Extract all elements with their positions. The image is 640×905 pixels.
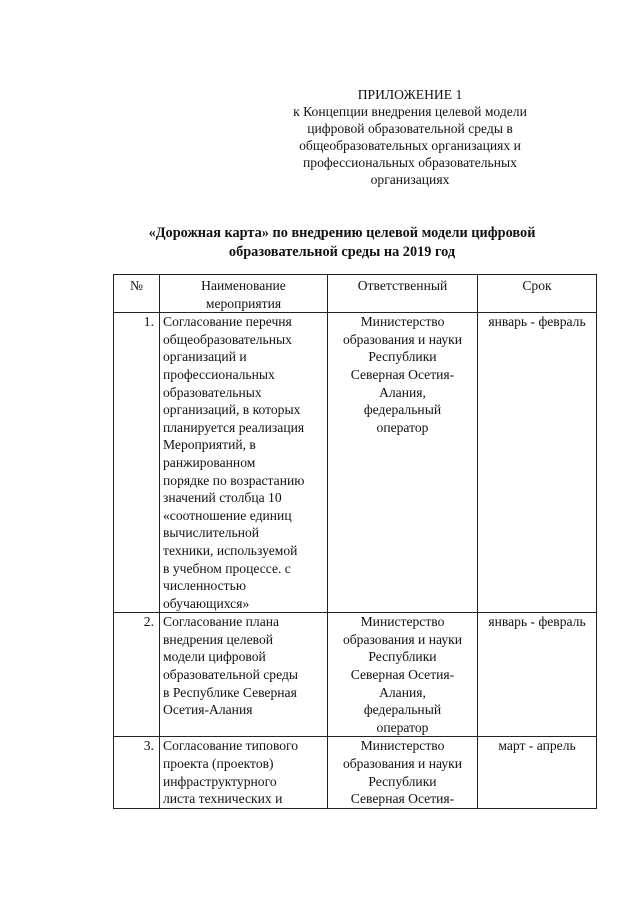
cell-number: 2.: [114, 613, 160, 737]
cell-line: внедрения целевой: [163, 631, 274, 647]
roadmap-table: [113, 274, 597, 809]
cell-term: январь - февраль: [478, 613, 597, 737]
cell-term: январь - февраль: [478, 313, 597, 613]
cell-line: Республики: [368, 649, 437, 665]
annex-line: профессиональных образовательных: [303, 155, 517, 170]
cell-line: образования и науки: [342, 756, 463, 772]
cell-line: листа технических и: [163, 791, 283, 807]
cell-line: Республики: [368, 773, 437, 789]
cell-event-name: [160, 313, 328, 613]
cell-responsible: [328, 737, 478, 808]
cell-line: вычислительной: [163, 525, 260, 541]
table-body: [114, 313, 597, 809]
header-name-line: Наименование: [201, 278, 286, 293]
header-name: [160, 275, 328, 313]
cell-line: организаций и: [163, 349, 247, 365]
cell-line: Северная Осетия-: [350, 791, 455, 807]
cell-line: общеобразовательных: [163, 331, 292, 347]
cell-line: оператор: [376, 719, 429, 735]
cell-line: образования и науки: [342, 631, 463, 647]
cell-line: проекта (проектов): [163, 756, 274, 772]
table-row: [114, 737, 597, 808]
cell-line: Мероприятий, в: [163, 437, 256, 453]
annex-line: цифровой образовательной среды в: [307, 121, 513, 136]
cell-line: организаций, в которых: [163, 402, 301, 418]
cell-line: федеральный: [363, 402, 442, 418]
cell-line: Северная Осетия-: [350, 667, 455, 683]
annex-line: общеобразовательных организациях и: [299, 138, 521, 153]
table-row: [114, 613, 597, 737]
cell-line: Министерство: [360, 738, 445, 754]
cell-responsible: [328, 313, 478, 613]
cell-line: значений столбца 10: [163, 490, 282, 506]
cell-line: инфраструктурного: [163, 773, 277, 789]
cell-term: март - апрель: [478, 737, 597, 808]
cell-line: численностью: [163, 578, 246, 594]
cell-line: образования и науки: [342, 331, 463, 347]
header-name-line: мероприятия: [205, 295, 282, 311]
cell-line: Алания,: [379, 384, 426, 400]
cell-line: Согласование плана: [163, 614, 280, 630]
cell-line: «соотношение единиц: [163, 507, 292, 523]
annex-line: к Концепции внедрения целевой модели: [293, 104, 527, 119]
cell-line: в Республике Северная: [163, 684, 297, 700]
cell-line: порядке по возрастанию: [163, 472, 305, 488]
cell-line: Министерство: [360, 614, 445, 630]
cell-line: обучающихся»: [163, 595, 250, 611]
cell-event-name: [160, 737, 328, 808]
cell-responsible: [328, 613, 478, 737]
cell-number: 1.: [114, 313, 160, 613]
title-line: «Дорожная карта» по внедрению целевой модели цифровой: [148, 225, 536, 241]
header-responsible: Ответственный: [328, 275, 478, 313]
cell-line: Северная Осетия-: [350, 366, 455, 382]
cell-line: профессиональных: [163, 366, 275, 382]
cell-line: Министерство: [360, 314, 445, 330]
cell-line: Алания,: [379, 684, 426, 700]
annex-header: [265, 86, 555, 188]
cell-event-name: [160, 613, 328, 737]
table-row: [114, 313, 597, 613]
cell-line: оператор: [376, 419, 429, 435]
title-line: образовательной среды на 2019 год: [228, 244, 456, 260]
annex-line: организациях: [370, 172, 450, 187]
cell-line: Осетия-Алания: [163, 702, 253, 718]
cell-line: планируется реализация: [163, 419, 305, 435]
cell-line: Согласование перечня: [163, 314, 292, 330]
cell-line: ранжированном: [163, 454, 256, 470]
cell-line: образовательной среды: [163, 667, 298, 683]
cell-line: образовательных: [163, 384, 262, 400]
header-term: Срок: [478, 275, 597, 313]
header-number: №: [114, 275, 160, 313]
cell-line: федеральный: [363, 702, 442, 718]
document-title: [112, 224, 572, 262]
cell-line: Республики: [368, 349, 437, 365]
cell-line: модели цифровой: [163, 649, 266, 665]
cell-line: в учебном процессе. с: [163, 560, 291, 576]
cell-line: Согласование типового: [163, 738, 299, 754]
table-header-row: [114, 275, 597, 313]
cell-number: 3.: [114, 737, 160, 808]
annex-line: ПРИЛОЖЕНИЕ 1: [357, 87, 463, 102]
cell-line: техники, используемой: [163, 542, 298, 558]
